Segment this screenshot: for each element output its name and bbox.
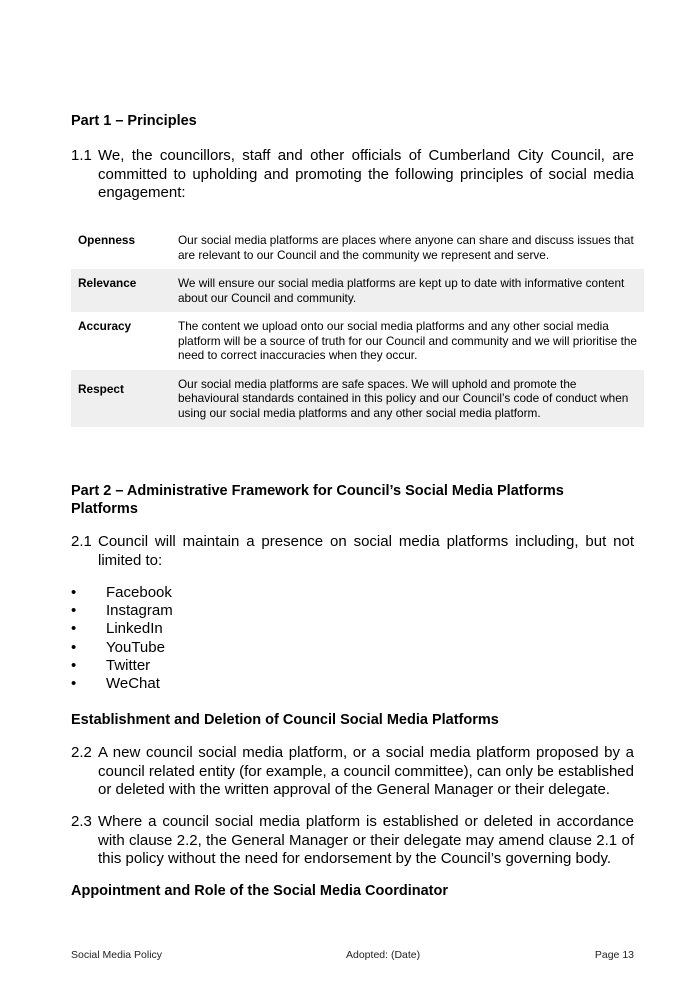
list-item	[71, 657, 173, 675]
principle-term: Respect	[71, 370, 168, 428]
part2-heading	[71, 482, 631, 518]
platform-name: LinkedIn	[106, 620, 163, 638]
platform-name: Facebook	[106, 584, 172, 601]
appointment-heading: Appointment and Role of the Social Media Coordinator	[71, 883, 449, 899]
footer-page-number: Page 13	[594, 949, 634, 961]
principle-row	[71, 312, 644, 370]
list-item	[71, 602, 173, 620]
bullet-icon: •	[71, 584, 77, 601]
principle-description: We will ensure our social media platforms are kept up to date with informative content about our Council and community.	[168, 269, 644, 312]
clause-number: 1.1	[71, 147, 92, 164]
clause-2-1	[71, 533, 634, 570]
clause-text: Where a council social media platform is established or deleted in accordance with clause 2.2, the General Manager or their delegate may amend clause 2.1 of this policy without the need for endorsement by the Council’s governing body.	[98, 813, 634, 867]
part2-heading-line1: Part 2 – Administrative Framework for Council’s Social Media Platforms	[71, 483, 564, 499]
platform-name: WeChat	[106, 675, 160, 693]
bullet-icon: •	[71, 620, 77, 638]
part2-heading-line2: Platforms	[71, 501, 138, 517]
clause-2-2	[71, 744, 634, 800]
principle-row	[71, 370, 644, 428]
bullet-icon: •	[71, 638, 77, 656]
clause-text: Council will maintain a presence on social media platforms including, but not limited to:	[98, 533, 634, 569]
clause-1-1	[71, 147, 634, 203]
bullet-icon: •	[71, 675, 77, 693]
clause-2-3	[71, 813, 634, 869]
principle-description: Our social media platforms are places where anyone can share and discuss issues that are relevant to our Council and the community we represent and serve.	[178, 233, 634, 262]
bullet-icon: •	[71, 656, 77, 674]
clause-text: We, the councillors, staff and other officials of Cumberland City Council, are committed to upholding and promoting the following principles of social media engagement:	[98, 147, 634, 201]
establishment-heading: Establishment and Deletion of Council Social Media Platforms	[71, 712, 499, 728]
platform-name: Instagram	[106, 602, 173, 620]
principle-term: Openness	[78, 233, 136, 247]
list-item	[71, 584, 173, 602]
list-item	[71, 639, 173, 657]
platform-name: Twitter	[106, 656, 151, 674]
clause-number: 2.2	[71, 744, 92, 761]
principle-row	[71, 226, 644, 269]
principle-term: Relevance	[71, 269, 168, 312]
principle-term: Accuracy	[78, 319, 132, 333]
list-item	[71, 675, 173, 693]
principle-description: The content we upload onto our social media platforms and any other social media platform will be a source of truth for our Council and community and we will prioritise the need to correct inaccuracies when they occur.	[178, 319, 637, 362]
platform-list	[71, 584, 173, 693]
principle-row	[71, 269, 644, 312]
part1-heading: Part 1 – Principles	[71, 113, 197, 129]
clause-number: 2.3	[71, 813, 92, 830]
footer-center: Adopted: (Date)	[346, 949, 421, 961]
bullet-icon: •	[71, 602, 77, 620]
clause-number: 2.1	[71, 533, 92, 550]
list-item	[71, 620, 173, 638]
principle-description: Our social media platforms are safe spaces. We will uphold and promote the behavioural standards contained in this policy and our Council’s code of conduct when using our social media platforms and any other social media platform.	[168, 370, 644, 428]
principles-table	[71, 226, 644, 427]
footer-left: Social Media Policy	[71, 949, 163, 961]
platform-name: YouTube	[106, 638, 165, 656]
clause-text: A new council social media platform, or a social media platform proposed by a council related entity (for example, a council committee), can only be established or deleted with the written approval of the General Manager or their delegate.	[98, 744, 634, 798]
